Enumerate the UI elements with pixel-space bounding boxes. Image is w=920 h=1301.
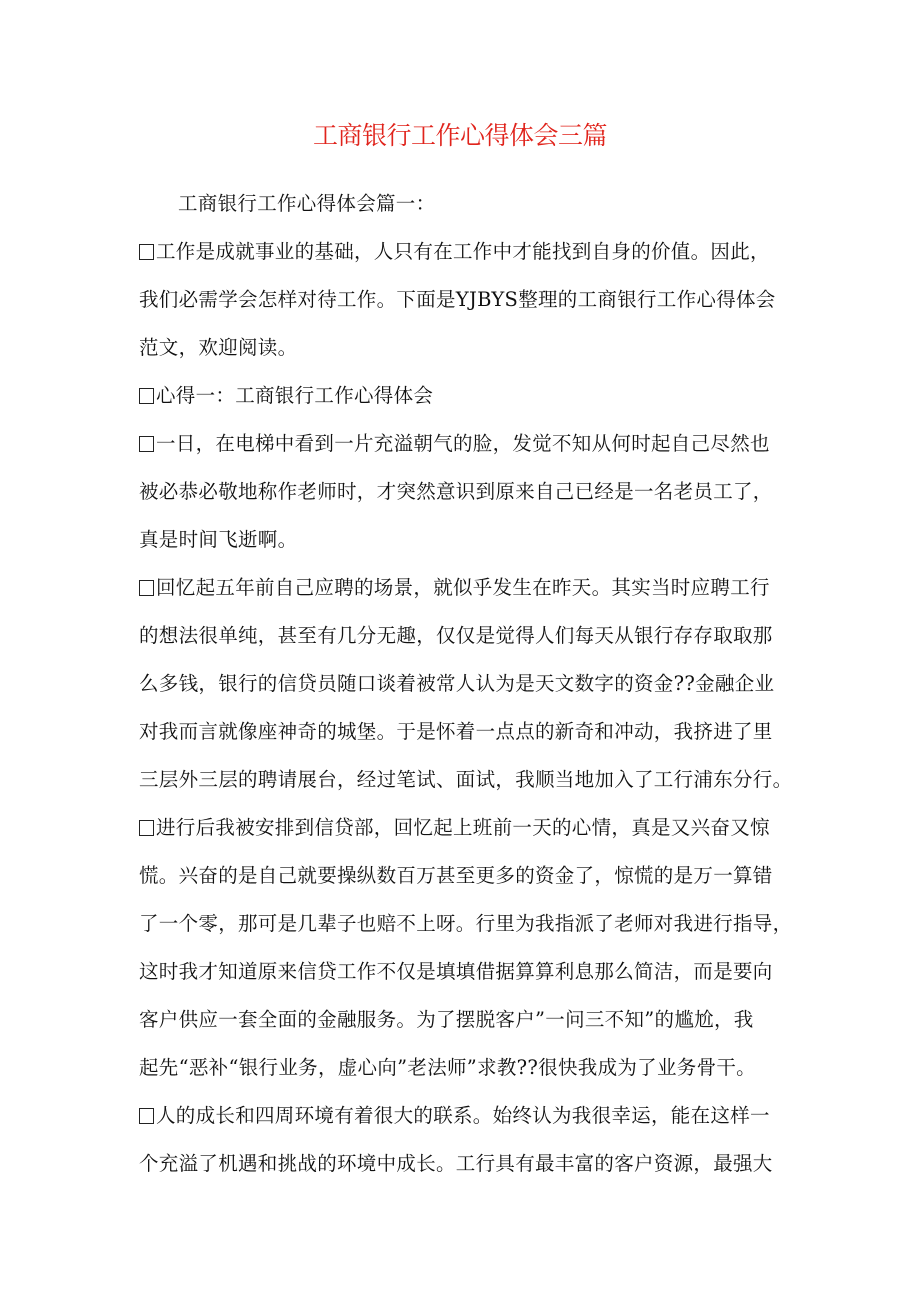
text-line: 三层外三层的聘请展台，经过笔试、面试，我顺当地加入了工行浦东分行。 bbox=[139, 768, 793, 791]
missing-glyph-box-icon bbox=[139, 820, 154, 836]
paragraph bbox=[139, 564, 793, 804]
text-line: 的想法很单纯，甚至有几分无趣，仅仅是觉得人们每天从银行存存取取那 bbox=[139, 624, 773, 647]
text-line: 心得一：工商银行工作心得体会 bbox=[139, 372, 789, 420]
paragraph bbox=[139, 228, 789, 372]
paragraph bbox=[139, 1092, 789, 1188]
missing-glyph-box-icon bbox=[139, 388, 154, 404]
text-line: 回忆起五年前自己应聘的场景，就似乎发生在昨天。其实当时应聘工行 bbox=[139, 564, 789, 612]
text-line: 人的成长和四周环境有着很大的联系。始终认为我很幸运，能在这样一 bbox=[139, 1092, 789, 1140]
text-line: 慌。兴奋的是自己就要操纵数百万甚至更多的资金了，惊慌的是万一算错 bbox=[139, 864, 773, 887]
document-title: 工商银行工作心得体会三篇 bbox=[312, 121, 607, 150]
text-line: 我们必需学会怎样对待工作。下面是YJBYS整理的工商银行工作心得体会 bbox=[139, 288, 776, 311]
text-line: 么多钱，银行的信贷员随口谈着被常人认为是天文数字的资金??金融企业 bbox=[139, 672, 775, 695]
text-line: 对我而言就像座神奇的城堡。于是怀着一点点的新奇和冲动，我挤进了里 bbox=[139, 720, 773, 743]
text-line: 范文，欢迎阅读。 bbox=[139, 336, 298, 359]
text-line: 客户供应一套全面的金融服务。为了摆脱客户”一问三不知”的尴尬，我 bbox=[139, 1008, 754, 1031]
missing-glyph-box-icon bbox=[139, 436, 154, 452]
document-body bbox=[139, 180, 793, 1188]
text-line: 工商银行工作心得体会篇一： bbox=[178, 192, 436, 215]
text-line: 起先“恶补“银行业务，虚心向”老法师”求教??很快我成为了业务骨干。 bbox=[139, 1056, 756, 1079]
text-line: 这时我才知道原来信贷工作不仅是填填借据算算利息那么简洁，而是要向 bbox=[139, 960, 773, 983]
text-line: 进行后我被安排到信贷部，回忆起上班前一天的心情，真是又兴奋又惊 bbox=[139, 804, 789, 852]
text-line: 被必恭必敬地称作老师时，才突然意识到原来自己已经是一名老员工了， bbox=[139, 480, 773, 503]
text-line: 个充溢了机遇和挑战的环境中成长。工行具有最丰富的客户资源，最强大 bbox=[139, 1152, 773, 1175]
missing-glyph-box-icon bbox=[139, 244, 154, 260]
text-line: 了一个零，那可是几辈子也赔不上呀。行里为我指派了老师对我进行指导， bbox=[139, 912, 793, 935]
paragraph bbox=[139, 420, 789, 564]
paragraph bbox=[139, 180, 789, 228]
text-line: 工作是成就事业的基础，人只有在工作中才能找到自身的价值。因此， bbox=[139, 228, 789, 276]
text-line: 真是时间飞逝啊。 bbox=[139, 528, 298, 551]
paragraph bbox=[139, 372, 789, 420]
paragraph bbox=[139, 804, 793, 1092]
text-line: 一日，在电梯中看到一片充溢朝气的脸，发觉不知从何时起自己尽然也 bbox=[139, 420, 789, 468]
missing-glyph-box-icon bbox=[139, 1108, 154, 1124]
missing-glyph-box-icon bbox=[139, 580, 154, 596]
